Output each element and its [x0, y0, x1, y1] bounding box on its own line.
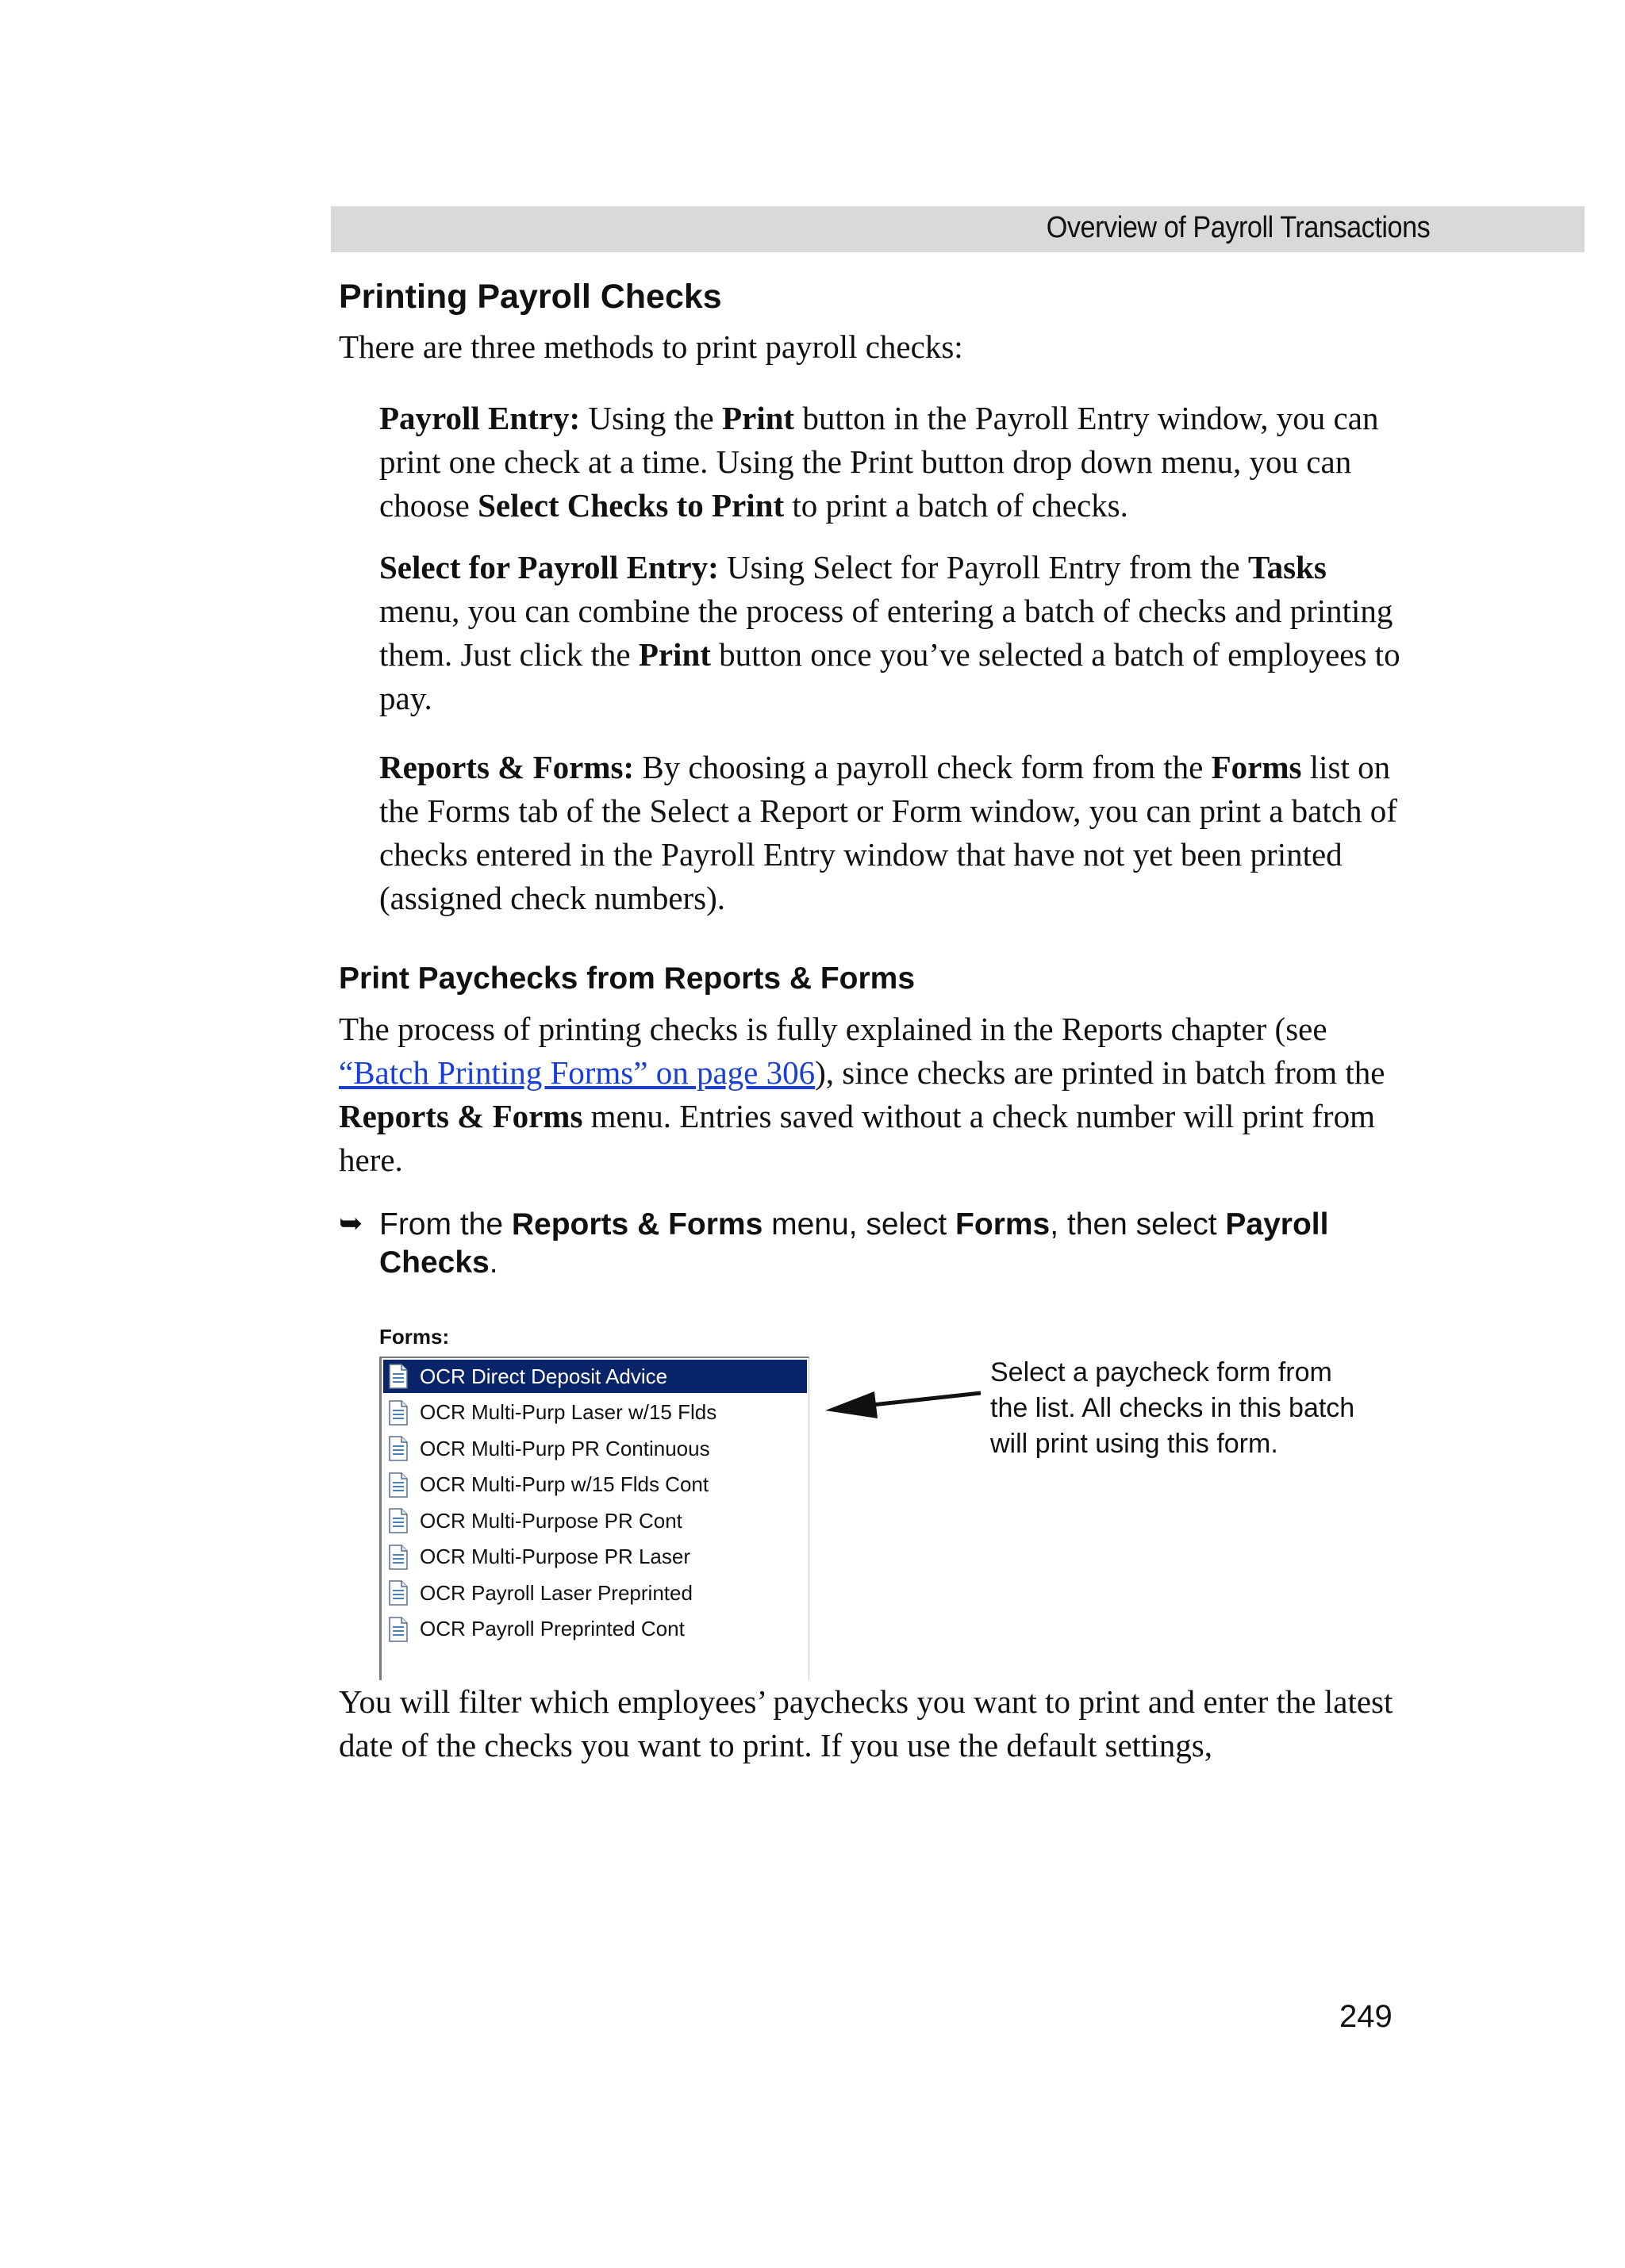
form-list-item[interactable]	[383, 1468, 807, 1502]
callout-note: Select a paycheck form from the list. All checks in this batch will print using this form.	[990, 1357, 1355, 1459]
method-select-for-payroll: Select for Payroll Entry: Using Select for Payroll Entry from the Tasks menu, you can combine the process of entering a batch of checks and printing them. Just click the Print button once you’ve selected a batch of employees to pay.	[379, 549, 1400, 716]
closing-paragraph: You will filter which employees’ paychecks you want to print and enter the latest date of the checks you want to print. If you use the default settings,	[339, 1683, 1393, 1763]
document-icon	[388, 1436, 409, 1461]
document-icon	[388, 1545, 409, 1570]
form-list-item-label: OCR Multi-Purpose PR Laser	[420, 1545, 690, 1568]
document-icon	[388, 1508, 409, 1533]
intro-paragraph: There are three methods to print payroll checks:	[339, 328, 963, 365]
form-list-item-label: OCR Multi-Purp w/15 Flds Cont	[420, 1472, 709, 1496]
arrow-bullet-icon: ➥	[339, 1207, 363, 1240]
forms-label: Forms:	[379, 1325, 450, 1349]
form-list-item[interactable]	[383, 1432, 807, 1465]
form-list-item[interactable]	[383, 1541, 807, 1574]
form-list-item-label: OCR Payroll Laser Preprinted	[420, 1580, 693, 1605]
document-icon	[388, 1617, 409, 1642]
method-term: Payroll Entry:	[379, 400, 581, 436]
running-header: Overview of Payroll Transactions	[1046, 211, 1430, 244]
form-list-item[interactable]	[383, 1504, 807, 1537]
page-number: 249	[1339, 1999, 1393, 2034]
forms-listbox[interactable]	[379, 1357, 809, 1680]
form-list-item-label: OCR Payroll Preprinted Cont	[420, 1617, 685, 1641]
callout-arrow	[817, 1380, 992, 1428]
method-term: Select for Payroll Entry:	[379, 549, 719, 585]
method-term: Reports & Forms:	[379, 749, 635, 785]
document-icon	[388, 1580, 409, 1606]
subsection-title: Print Paychecks from Reports & Forms	[339, 961, 916, 996]
form-list-item-label: OCR Direct Deposit Advice	[420, 1364, 668, 1388]
process-paragraph: The process of printing checks is fully explained in the Reports chapter (see “Batch Printing Forms” on page 306), since checks are printed in batch from the Reports & Forms menu. Entries saved without a check number will print from here.	[339, 1011, 1385, 1178]
section-title: Printing Payroll Checks	[339, 278, 722, 316]
form-list-item-label: OCR Multi-Purpose PR Cont	[420, 1508, 682, 1533]
form-list-item[interactable]	[383, 1613, 807, 1646]
document-icon	[388, 1472, 409, 1498]
form-list-item[interactable]	[383, 1360, 807, 1393]
form-list-item-label: OCR Multi-Purp Laser w/15 Flds	[420, 1400, 717, 1424]
form-list-item[interactable]	[383, 1576, 807, 1610]
method-payroll-entry: Payroll Entry: Using the Print button in the Payroll Entry window, you can print one check at a time. Using the Print button drop down menu, you can choose Select Checks to Print to print a batch of checks.	[379, 400, 1379, 524]
form-list-item[interactable]	[383, 1396, 807, 1429]
method-reports-forms: Reports & Forms: By choosing a payroll check form from the Forms list on the Forms tab of the Select a Report or Form window, you can print a batch of checks entered in the Payroll Entry window that have not yet been printed (assigned check numbers).	[379, 749, 1397, 916]
document-icon	[388, 1364, 409, 1389]
form-list-item-label: OCR Multi-Purp PR Continuous	[420, 1436, 710, 1460]
batch-printing-forms-link[interactable]: “Batch Printing Forms” on page 306	[339, 1054, 816, 1091]
document-icon	[388, 1400, 409, 1426]
